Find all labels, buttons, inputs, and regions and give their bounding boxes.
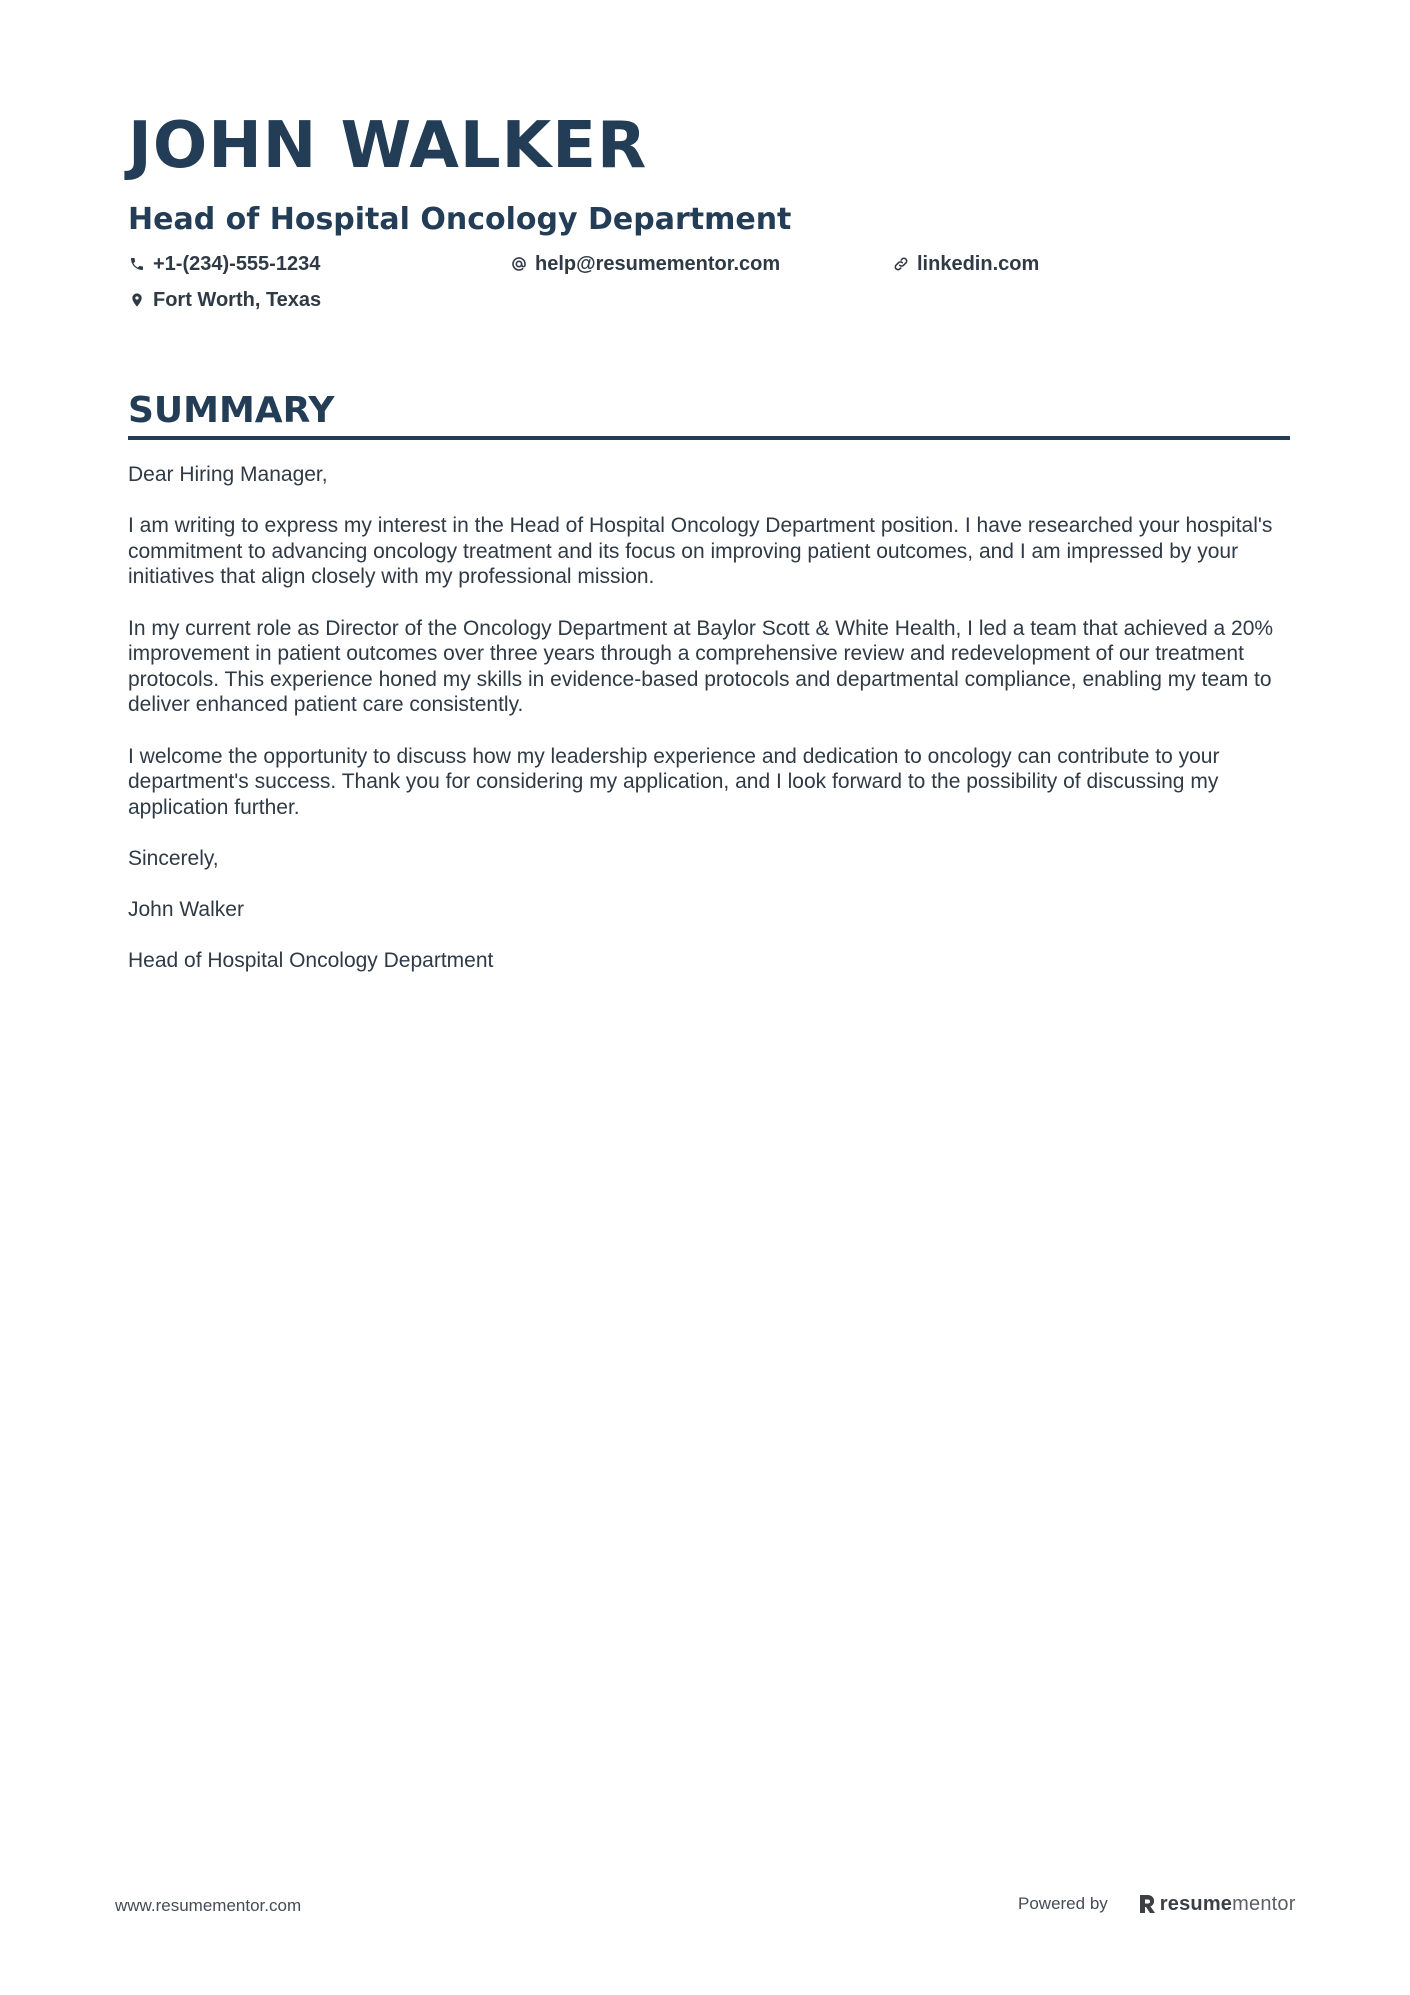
footer-branding (1018, 1890, 1296, 1918)
letter-paragraph-1: I am writing to express my interest in the Head of Hospital Oncology Department position. I have researched your hospital's commitment to advancing oncology treatment and its focus on improving patient outcomes, and I am impressed by your initiatives that align closely with my professional mission. (128, 514, 1273, 589)
summary-section (128, 388, 1290, 999)
phone-icon (128, 255, 146, 273)
contact-linkedin[interactable] (892, 250, 1274, 278)
letter-paragraph-3: I welcome the opportunity to discuss how my leadership experience and dedication to oncology can contribute to your department's success. Thank you for considering my application, and I look forward to the possibility of discussing my application further. (128, 744, 1220, 819)
header (128, 108, 1288, 314)
link-icon (892, 255, 910, 273)
resumementor-logo-icon (1138, 1893, 1156, 1915)
letter-closing: Sincerely, (128, 846, 219, 870)
brand-text-light: mentor (1232, 1892, 1296, 1915)
location-pin-icon (128, 291, 146, 309)
resumementor-logo[interactable] (1138, 1893, 1296, 1916)
at-icon (510, 255, 528, 273)
contact-email-text[interactable]: help@resumementor.com (535, 252, 781, 275)
contact-phone (128, 250, 510, 278)
candidate-role: Head of Hospital Oncology Department (128, 202, 792, 237)
contact-location (128, 286, 510, 314)
letter-salutation: Dear Hiring Manager, (128, 463, 328, 486)
letter-body (128, 462, 1290, 974)
footer-website[interactable]: www.resumementor.com (115, 1896, 302, 1915)
contact-list (128, 250, 1288, 314)
signature-name: John Walker (128, 898, 244, 922)
contact-phone-text: +1-(234)-555-1234 (153, 252, 321, 275)
brand-text-bold: resume (1159, 1892, 1233, 1915)
section-divider (128, 436, 1290, 440)
letter-paragraph-2: In my current role as Director of the Oncology Department at Baylor Scott & White Health, I led a team that achieved a 20% improvement in patient outcomes over three years through a comprehensive review and redevelopment of our treatment protocols. This experience honed my skills in evidence-based protocols and departmental compliance, enabling my team to deliver enhanced patient care consistently. (128, 616, 1274, 717)
contact-linkedin-text[interactable]: linkedin.com (917, 252, 1040, 275)
section-title: SUMMARY (128, 390, 335, 431)
contact-email[interactable] (510, 250, 892, 278)
powered-by-label: Powered by (1018, 1894, 1108, 1913)
signature-title: Head of Hospital Oncology Department (128, 949, 494, 973)
candidate-name: JOHN WALKER (128, 109, 648, 183)
contact-location-text: Fort Worth, Texas (153, 288, 322, 311)
